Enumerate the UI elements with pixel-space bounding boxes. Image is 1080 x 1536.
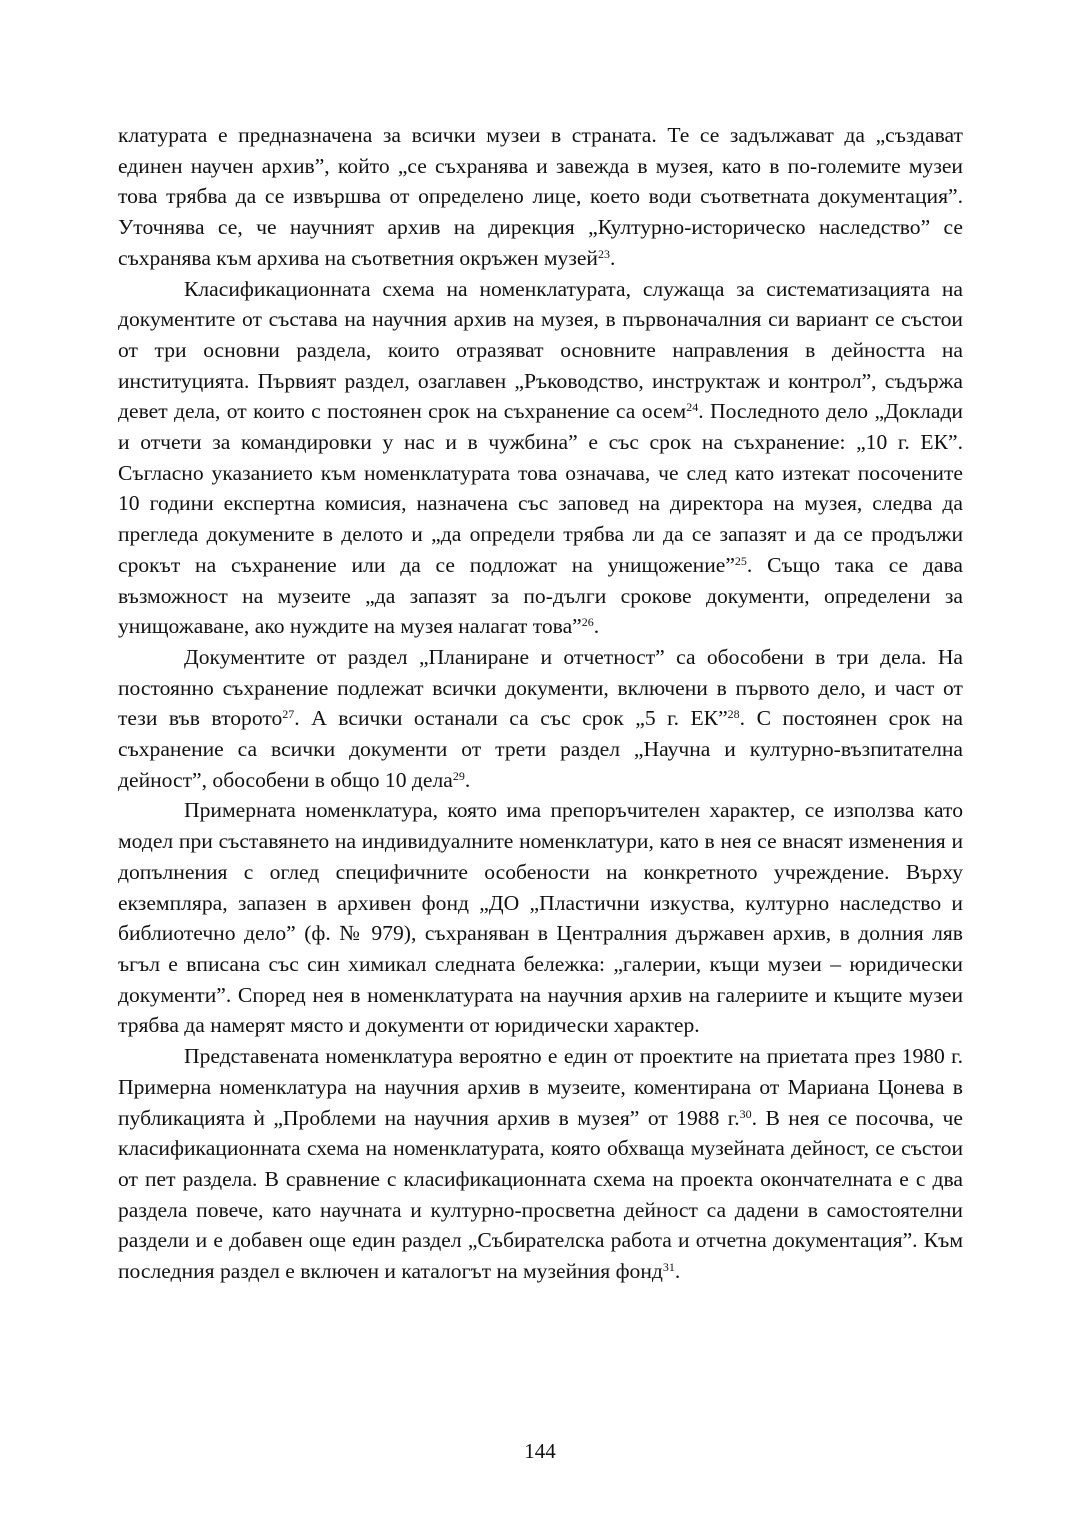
paragraph: [118, 274, 963, 642]
paragraph-text: Представената номенклатура вероятно е един от проектите на приетата през 1980 г. Примерна номенклатура на научния архив в музеите, коментирана от Мариана Цонева в публикацията ѝ „Проблеми на научния архив в музея” от 1988 г.: [118, 1044, 963, 1130]
paragraph-text: .: [464, 767, 471, 792]
footnote-reference: 27: [282, 707, 295, 722]
paragraph: [118, 120, 963, 274]
footnote-reference: 24: [686, 400, 699, 415]
paragraph: [118, 795, 963, 1041]
paragraph-text: клатурата е предназначена за всички музеи в страната. Те се задължават да „създават единен научен архив”, който „се съхранява и завежда в музея, като в по-големите музеи това трябва да се извършва от определено лице, което води съответната документация”. Уточнява се, че научният архив на дирекция „Културно-историческо наследство” се съхранява към архива на съответния окръжен музей: [118, 123, 963, 270]
paragraph-text: .: [674, 1259, 681, 1284]
footnote-reference: 23: [598, 246, 610, 261]
footnote-reference: 30: [739, 1106, 752, 1121]
document-body: [118, 120, 963, 1287]
paragraph: [118, 642, 963, 796]
footnote-reference: 26: [581, 615, 594, 630]
paragraph-text: Примерната номенклатура, която има препоръчителен характер, се използва като модел при съставянето на индивидуалните номенклатури, като в нея се внасят изменения и допълнения с оглед специфичните особености на конкретното учреждение. Върху екземпляра, запазен в архивен фонд „ДО „Пластични изкуства, културно наследство и библиотечно дело” (ф. № 979), съхраняван в Централния държавен архив, в долния ляв ъгъл е вписана със син химикал следната бележка: „галерии, къщи музеи – юридически документи”. Според нея в номенклатурата на научния архив на галериите и къщите музеи трябва да намерят място и документи от юридически характер.: [118, 798, 963, 1038]
paragraph: [118, 1041, 963, 1287]
paragraph-text: Класификационната схема на номенклатурата, служаща за систематизацията на документите от състава на научния архив на музея, в първоначалния си вариант се състои от три основни раздела, които отразяват основните направления в дейността на институцията. Първият раздел, озаглавен „Ръководство, инструктаж и контрол”, съдържа девет дела, от които с постоянен срок на съхранение са осем: [118, 276, 963, 424]
paragraph-text: Документите от раздел „Планиране и отчетност” са обособени в три дела. На постоянно съхранение подлежат всички документи, включени в първото дело, и част от тези във второто: [118, 644, 963, 731]
footnote-reference: 28: [727, 707, 740, 722]
paragraph-text: .: [610, 245, 616, 270]
footnote-reference: 29: [452, 768, 465, 783]
paragraph-text: . В нея се посочва, че класификационната схема на номенклатурата, която обхваща музейната дейност, се състои от пет раздела. В сравнение с класификационната схема на проекта окончателната е с два раздела повече, като научната и културно-просветна дейност са дадени в самостоятелни раздели и е добавен още един раздел „Събирателска работа и отчетна документация”. Към последния раздел е включен и каталогът на музейния фонд: [118, 1105, 964, 1284]
paragraph-text: . С постоянен срок на съхранение са всички документи от трети раздел „Научна и културно-възпитателна дейност”, обособени в общо 10 дела: [118, 706, 963, 792]
footnote-reference: 25: [734, 553, 747, 568]
paragraph-text: . А всички останали са със срок „5 г. ЕК”: [294, 706, 728, 731]
paragraph-text: . Последното дело „Доклади и отчети за командировки у нас и в чужбина” е със срок на съхранение: „10 г. ЕК”. Съгласно указанието към номенклатурата това означава, че след като изтекат посочените 10 години експертна комисия, назначена със заповед на директора на музея, следва да прегледа докумените в делото и „да определи трябва ли да се запазят и да се продължи срокът на съхранение или да се подложат на унищожение”: [118, 399, 963, 577]
paragraph-text: . Също така се дава възможност на музеите „да запазят за по-дълги срокове документи, определени за унищожаване, ако нуждите на музея налагат това”: [118, 552, 963, 639]
page-number: 144: [524, 1439, 556, 1463]
footnote-reference: 31: [662, 1260, 675, 1275]
paragraph-text: .: [593, 614, 600, 639]
